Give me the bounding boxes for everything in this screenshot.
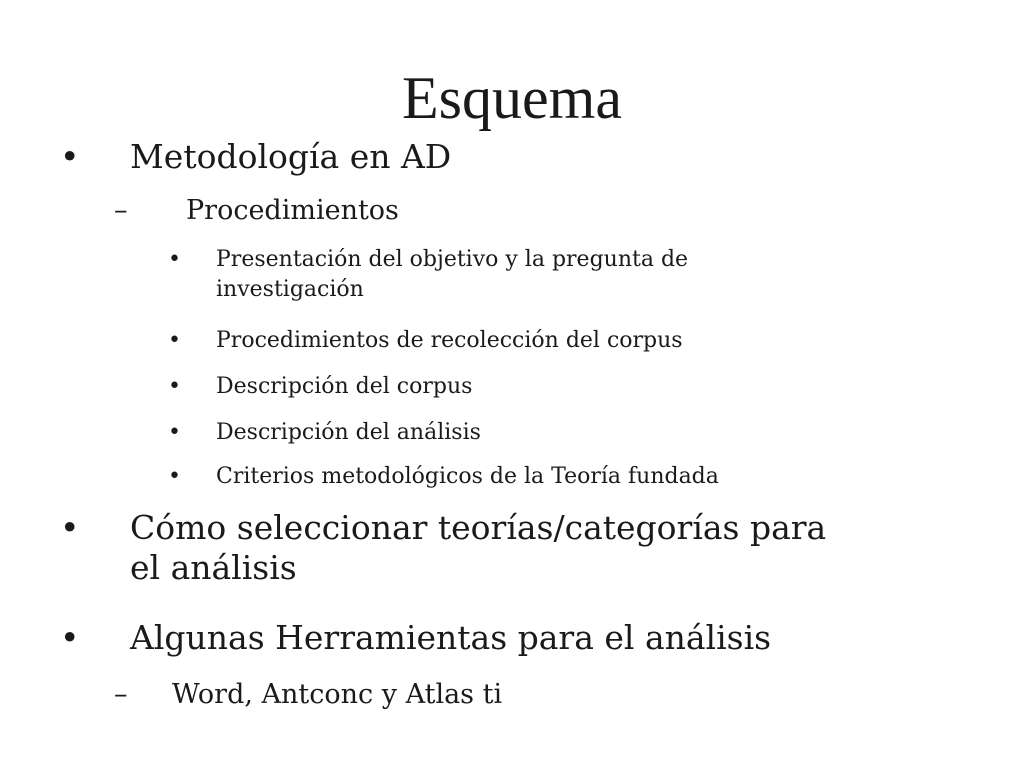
bullet-item-herramientas xyxy=(60,618,960,658)
bullet-text-line1: Cómo seleccionar teorías/categorías para xyxy=(130,508,827,547)
bullet-text: Metodología en AD xyxy=(130,137,452,176)
subsub-item-descripcion-analisis xyxy=(168,418,968,448)
slide-title: Esquema xyxy=(402,65,622,131)
subsub-item-text-line2: investigación xyxy=(216,277,364,302)
dash-marker: – xyxy=(114,195,128,226)
bullet-marker: • xyxy=(168,374,181,399)
bullet-marker: • xyxy=(168,420,181,445)
sub-item-text: Procedimientos xyxy=(186,195,399,226)
bullet-text-line2: el análisis xyxy=(130,548,297,587)
subsub-item-text: Criterios metodológicos de la Teoría fundada xyxy=(216,464,719,489)
bullet-item-metodologia xyxy=(60,137,960,177)
subsub-item-text-line1: Presentación del objetivo y la pregunta de xyxy=(216,247,689,272)
bullet-marker: • xyxy=(60,137,80,176)
bullet-text: Algunas Herramientas para el análisis xyxy=(130,618,772,657)
sub-item-word-antconc xyxy=(114,678,914,712)
bullet-marker: • xyxy=(60,618,80,657)
subsub-item-criterios xyxy=(168,462,968,492)
bullet-item-como-seleccionar xyxy=(60,508,990,592)
sub-item-text: Word, Antconc y Atlas ti xyxy=(172,679,503,710)
bullet-marker: • xyxy=(60,508,80,547)
subsub-item-text: Procedimientos de recolección del corpus xyxy=(216,328,683,353)
subsub-item-recoleccion xyxy=(168,326,968,356)
sub-item-procedimientos xyxy=(114,194,914,228)
subsub-item-descripcion-corpus xyxy=(168,372,968,402)
subsub-item-text: Descripción del análisis xyxy=(216,420,481,445)
bullet-marker: • xyxy=(168,247,181,272)
dash-marker: – xyxy=(114,679,128,710)
bullet-marker: • xyxy=(168,328,181,353)
subsub-item-presentacion xyxy=(168,245,968,305)
subsub-item-text: Descripción del corpus xyxy=(216,374,473,399)
bullet-marker: • xyxy=(168,464,181,489)
